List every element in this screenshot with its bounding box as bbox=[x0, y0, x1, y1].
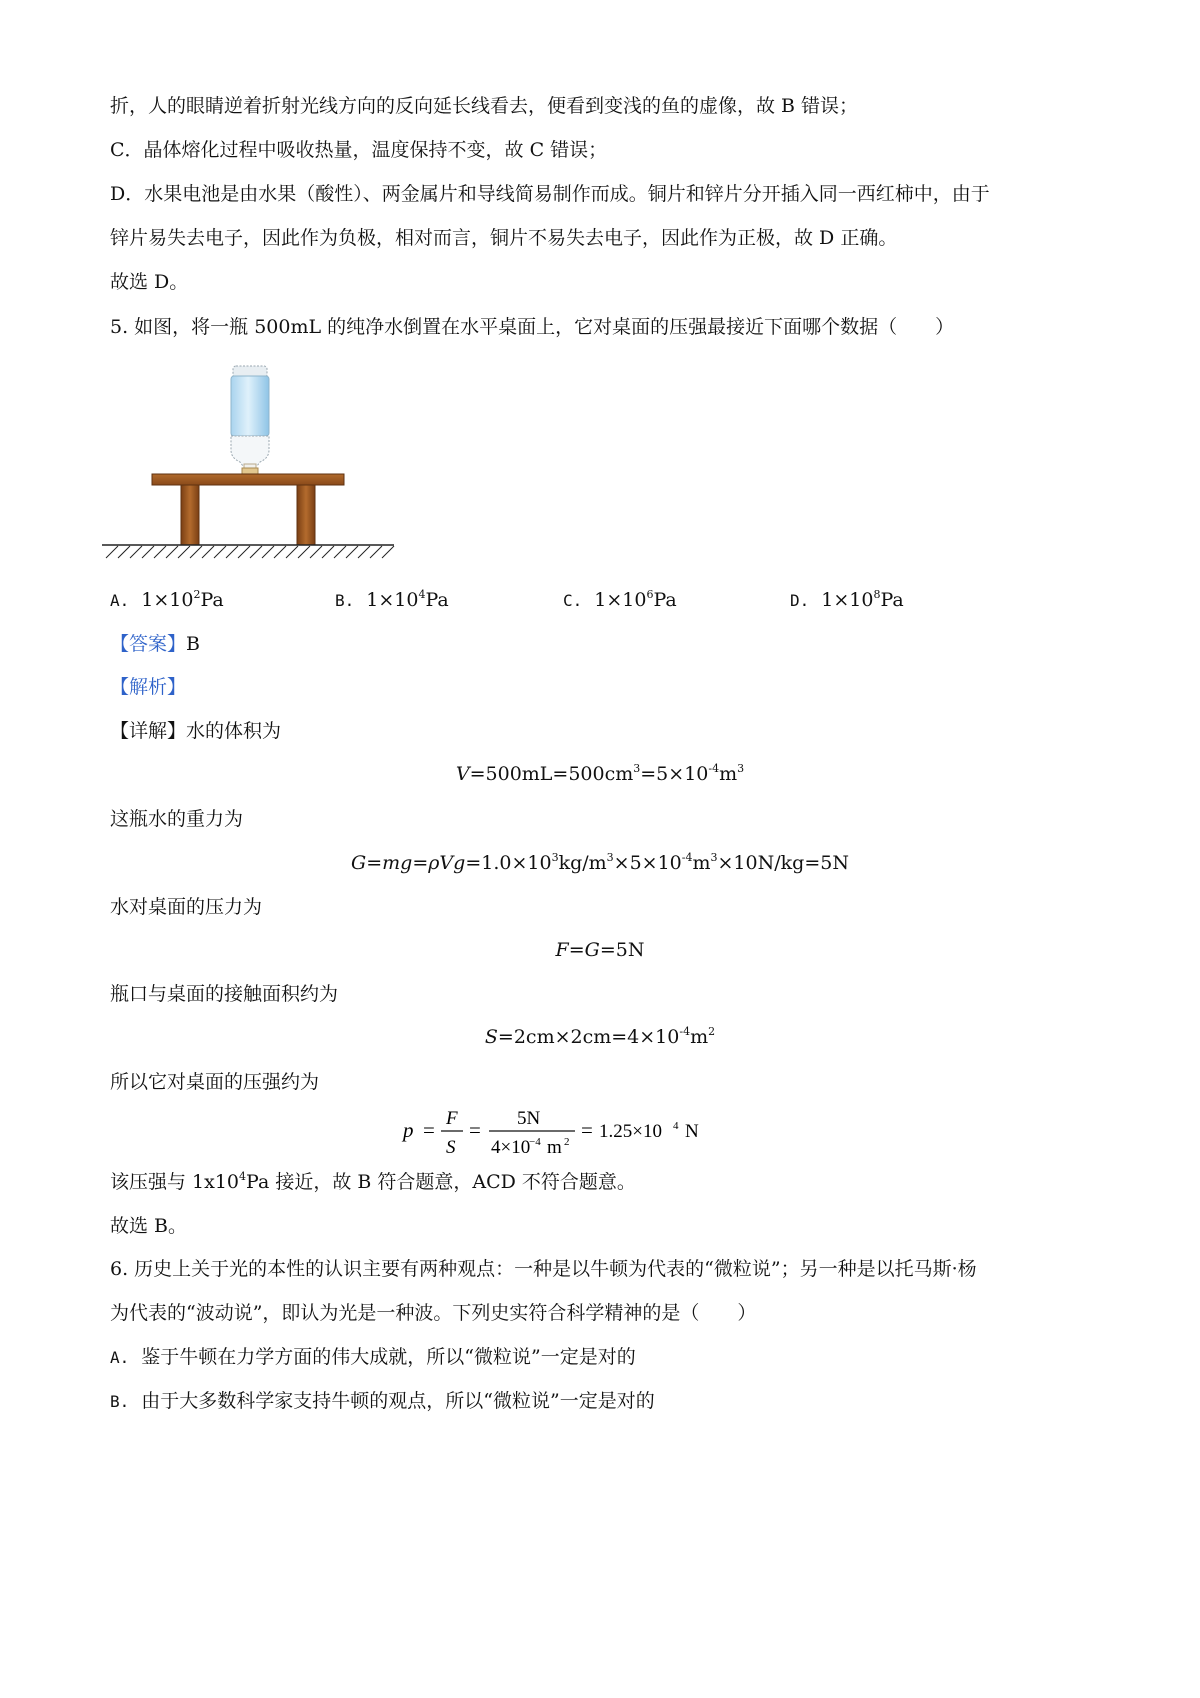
gravity-text: 这瓶水的重力为 bbox=[110, 808, 244, 830]
q6-option-a: A. 鉴于牛顿在力学方面的伟大成就，所以“微粒说”一定是对的 bbox=[110, 1346, 636, 1368]
option-d-explanation: D．水果电池是由水果（酸性）、两金属片和导线简易制作而成。铜片和锌片分开插入同一西红柿中，由于 bbox=[110, 183, 990, 205]
svg-text:5N: 5N bbox=[517, 1108, 541, 1129]
question-6-stem: 6. 历史上关于光的本性的认识主要有两种观点：一种是以牛顿为代表的“微粒说”；另一种是以托马斯·杨 bbox=[110, 1258, 977, 1280]
equation-force: F=G=5N bbox=[555, 939, 645, 961]
option-letter: C. bbox=[563, 591, 583, 610]
svg-text:N: N bbox=[685, 1121, 699, 1142]
detail-line bbox=[110, 717, 1100, 745]
option-c: C. $1\times 10^6Pa$ bbox=[563, 588, 677, 611]
option-letter: D. bbox=[790, 591, 810, 610]
equation-volume: $V=500mL=500cm^3=5\times 10^{-4}m^3$ bbox=[455, 762, 745, 785]
svg-text:4: 4 bbox=[673, 1120, 679, 1132]
question-6-stem-cont: 为代表的“波动说”，即认为光是一种波。下列史实符合科学精神的是（ ） bbox=[110, 1302, 757, 1324]
svg-text:1.25×10: 1.25×10 bbox=[599, 1121, 662, 1142]
equation-gravity: $G=mg=\rho Vg=1.0\times 10^3kg/m^3\times 5\times 10^{-4}m^3\times 10N/kg=5N$ bbox=[351, 851, 849, 874]
option-letter: A. bbox=[110, 591, 130, 610]
option-b: B. $1\times 10^4Pa$ bbox=[335, 588, 449, 611]
var-F: F bbox=[446, 1108, 458, 1129]
conclusion-line: 该压强与 $1x10^4Pa$ 接近，故 B 符合题意，ACD 不符合题意。 bbox=[110, 1170, 636, 1193]
pressure-force-text: 水对桌面的压力为 bbox=[110, 896, 263, 918]
q6-option-b: B. 由于大多数科学家支持牛顿的观点，所以“微粒说”一定是对的 bbox=[110, 1390, 655, 1412]
result-text: 所以它对桌面的压强约为 bbox=[110, 1071, 320, 1093]
svg-text:−4: −4 bbox=[529, 1136, 541, 1148]
table-leg-right bbox=[297, 485, 315, 545]
bottle-body bbox=[231, 376, 269, 436]
option-letter: B. bbox=[335, 591, 355, 610]
option-c-explanation: C．晶体熔化过程中吸收热量，温度保持不变，故 C 错误； bbox=[110, 139, 608, 161]
svg-text:=: = bbox=[469, 1118, 481, 1142]
bottle-shoulder bbox=[231, 436, 269, 466]
var-p: p bbox=[403, 1118, 414, 1142]
detail-tag: 【详解】 bbox=[110, 720, 187, 742]
detail-intro: 水的体积为 bbox=[186, 720, 282, 742]
area-text: 瓶口与桌面的接触面积约为 bbox=[110, 983, 339, 1005]
option-d-explanation-cont: 锌片易失去电子，因此作为负极，相对而言，铜片不易失去电子，因此作为正极，故 D 正确。 bbox=[110, 227, 898, 249]
var-S: S bbox=[446, 1137, 456, 1158]
svg-text:m: m bbox=[547, 1137, 562, 1158]
answer-select-prev: 故选 D。 bbox=[110, 271, 189, 293]
select-b: 故选 B。 bbox=[110, 1215, 188, 1237]
text-line: 折，人的眼睛逆着折射光线方向的反向延长线看去，便看到变浅的鱼的虚像，故 B 错误； bbox=[110, 95, 859, 117]
answer-line bbox=[110, 630, 1100, 658]
svg-text:=: = bbox=[581, 1118, 593, 1142]
equation-area: $S=2cm\times 2cm=4\times 10^{-4}m^2$ bbox=[484, 1025, 716, 1048]
question-5-stem: 5. 如图，将一瓶 500mL 的纯净水倒置在水平桌面上，它对桌面的压强最接近下面哪个数据（ ） bbox=[110, 316, 955, 338]
table-top bbox=[152, 474, 344, 485]
ground-hatching bbox=[106, 546, 394, 558]
bottle-cap bbox=[242, 468, 258, 474]
svg-text:=: = bbox=[423, 1118, 435, 1142]
answer-value: B bbox=[186, 633, 200, 655]
analysis-tag: 【解析】 bbox=[110, 676, 187, 698]
equation-pressure bbox=[395, 1100, 725, 1162]
svg-text:4×10: 4×10 bbox=[491, 1137, 531, 1158]
option-a: A. $1\times 10^2Pa$ bbox=[110, 588, 224, 611]
svg-text:2: 2 bbox=[564, 1136, 570, 1148]
table-leg-left bbox=[181, 485, 199, 545]
option-d: D. $1\times 10^8Pa$ bbox=[790, 588, 904, 611]
answer-tag: 【答案】 bbox=[110, 633, 187, 655]
bottle-on-table-figure bbox=[100, 358, 400, 568]
